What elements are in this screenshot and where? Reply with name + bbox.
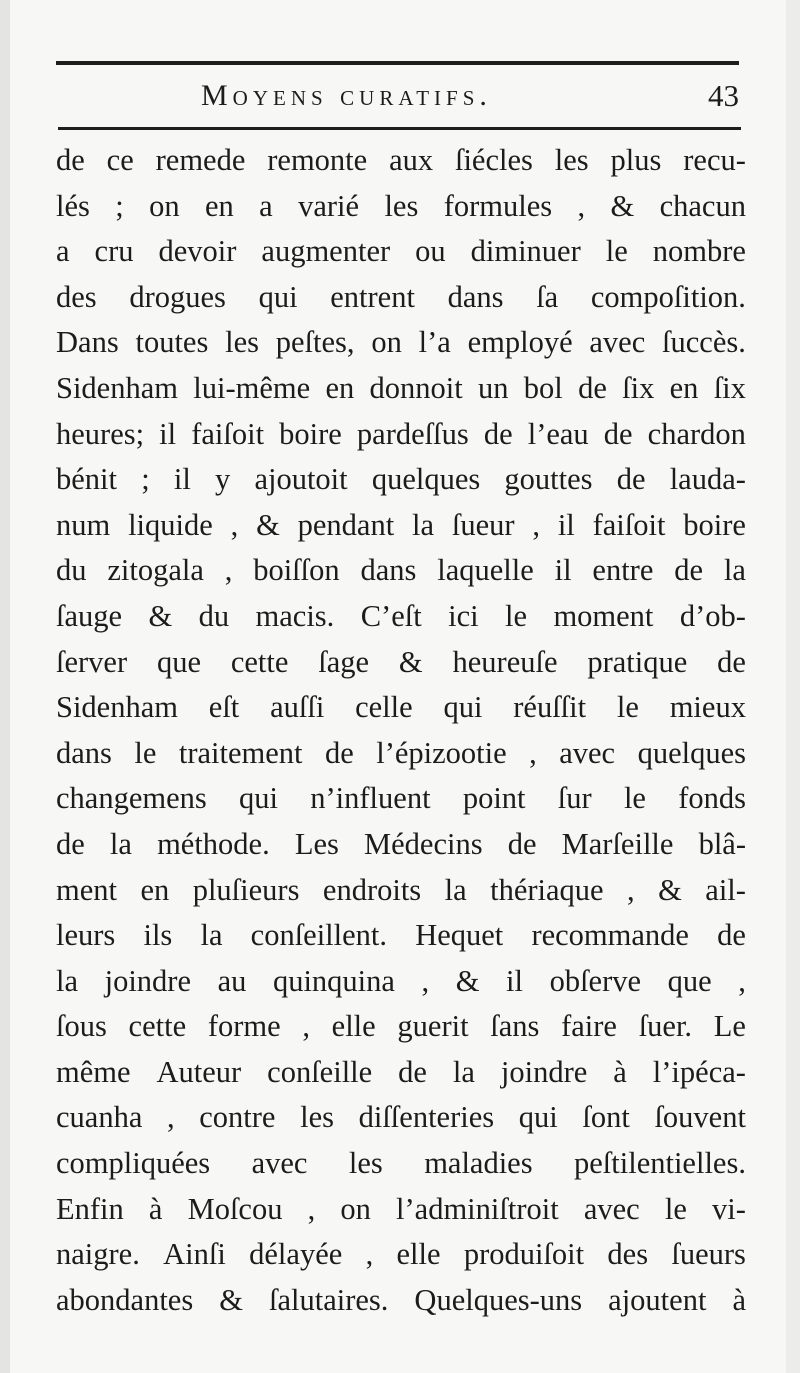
- word: la: [200, 918, 223, 953]
- word: des: [56, 279, 97, 314]
- word: de: [56, 826, 85, 861]
- word: guerit: [397, 1009, 469, 1044]
- word: ,: [627, 872, 635, 907]
- word: avec: [559, 735, 616, 770]
- word: obſerve: [549, 963, 642, 998]
- word: endroits: [322, 872, 422, 907]
- word: ici: [448, 598, 479, 633]
- word: le: [616, 690, 639, 725]
- word: entre: [592, 553, 654, 588]
- word: le: [505, 598, 528, 633]
- text-line: [56, 822, 746, 868]
- word: &: [219, 1282, 243, 1317]
- word: remonte: [267, 143, 368, 177]
- word: on: [340, 1191, 371, 1226]
- word: il: [557, 507, 575, 542]
- word: devoir: [158, 234, 237, 269]
- word: C’eſt: [360, 598, 422, 633]
- word: Les: [294, 826, 339, 861]
- word: point: [462, 781, 526, 816]
- word: de: [507, 826, 537, 861]
- word: faire: [561, 1009, 617, 1044]
- word: dans: [56, 735, 112, 770]
- word: ſix: [713, 370, 746, 405]
- word: Marſeille: [561, 826, 674, 861]
- word: ſueur: [451, 507, 515, 542]
- text-line: [56, 503, 746, 549]
- word: l’a: [418, 325, 451, 360]
- word: la: [452, 1054, 475, 1089]
- word: de: [717, 644, 746, 679]
- word: recommande: [531, 918, 689, 953]
- word: produiſoit: [463, 1237, 585, 1272]
- word: les: [554, 143, 589, 177]
- word: traitement: [178, 735, 303, 770]
- word: gouttes: [504, 462, 593, 497]
- word: &: [398, 644, 423, 679]
- word: avec: [251, 1146, 308, 1181]
- word: vi-: [712, 1191, 746, 1226]
- word: compliquées: [56, 1146, 211, 1181]
- word: pardeſſus: [356, 416, 469, 451]
- word: abondantes: [56, 1282, 194, 1317]
- word: contre: [199, 1100, 276, 1135]
- word: qui: [518, 1100, 558, 1135]
- word: il: [159, 416, 177, 451]
- word: ,: [577, 188, 586, 223]
- word: ,: [167, 1100, 175, 1135]
- word: entrent: [330, 279, 415, 314]
- word: changemens: [56, 781, 207, 816]
- word: de: [56, 143, 85, 177]
- word: à: [732, 1282, 746, 1317]
- word: ment: [56, 872, 117, 907]
- word: ,: [738, 963, 746, 998]
- word: en: [325, 370, 355, 405]
- word: quelques: [637, 735, 746, 770]
- word: remede: [155, 143, 246, 177]
- word: nombre: [652, 234, 746, 269]
- word: a: [56, 234, 70, 269]
- word: employé: [467, 325, 573, 360]
- text-line: [56, 1004, 746, 1050]
- word: l’épizootie: [376, 735, 507, 770]
- word: le: [623, 781, 646, 816]
- word: réuſſit: [513, 690, 587, 725]
- word: de: [483, 416, 513, 451]
- word: naigre.: [56, 1237, 140, 1272]
- word: la: [412, 507, 435, 542]
- word: ils: [143, 918, 173, 953]
- word: ce: [106, 143, 134, 177]
- word: Hequet: [415, 918, 504, 953]
- word: ſont: [582, 1100, 630, 1135]
- word: Quelques-uns: [414, 1282, 583, 1317]
- word: peſtes,: [275, 325, 355, 360]
- text-line: [56, 184, 746, 230]
- word: en: [140, 872, 170, 907]
- word: les: [300, 1100, 334, 1135]
- word: ;: [141, 462, 150, 497]
- word: la: [109, 826, 132, 861]
- word: des: [607, 1237, 649, 1272]
- word: drogues: [129, 279, 226, 314]
- word: d’ob-: [679, 598, 746, 633]
- word: l’ipéca-: [652, 1054, 746, 1089]
- word: de: [717, 918, 746, 953]
- word: toutes: [135, 325, 209, 360]
- word: boire: [279, 416, 342, 451]
- word: leurs: [56, 918, 116, 953]
- word: a: [259, 188, 273, 223]
- text-line: [56, 138, 746, 184]
- text-line: [56, 229, 746, 275]
- word: ſur: [557, 781, 592, 816]
- text-line: [56, 594, 746, 640]
- word: diſſenteries: [358, 1100, 495, 1135]
- word: cette: [230, 644, 289, 679]
- word: l’eau: [527, 416, 589, 451]
- word: &: [455, 963, 480, 998]
- word: de: [616, 462, 646, 497]
- word: faiſoit: [592, 507, 666, 542]
- page-number: 43: [708, 78, 739, 113]
- word: méthode.: [157, 826, 270, 861]
- text-line: [56, 640, 746, 686]
- word: ſiécles: [454, 143, 533, 177]
- word: donnoit: [369, 370, 463, 405]
- text-line: [56, 548, 746, 594]
- word: macis.: [255, 598, 335, 633]
- word: que: [667, 963, 712, 998]
- text-line: [56, 457, 746, 503]
- word: ſage: [318, 644, 370, 679]
- word: &: [148, 598, 173, 633]
- word: ou: [415, 234, 446, 269]
- word: conſeille: [267, 1054, 373, 1089]
- word: la: [56, 963, 79, 998]
- word: boire: [683, 507, 746, 542]
- word: conſeillent.: [250, 918, 388, 953]
- word: pratique: [587, 644, 688, 679]
- word: diminuer: [470, 234, 581, 269]
- word: de: [674, 553, 704, 588]
- word: cette: [128, 1009, 187, 1044]
- word: mieux: [669, 690, 746, 725]
- word: l’adminiſtroit: [396, 1191, 559, 1226]
- text-line: [56, 412, 746, 458]
- word: celle: [355, 690, 413, 725]
- word: forme: [207, 1009, 281, 1044]
- word: joindre: [104, 963, 191, 998]
- text-line: [56, 1050, 746, 1096]
- text-line: [56, 1232, 746, 1278]
- word: cru: [94, 234, 134, 269]
- word: que: [156, 644, 202, 679]
- word: à: [148, 1191, 163, 1226]
- word: ;: [115, 188, 124, 223]
- word: ſouvent: [654, 1100, 746, 1135]
- word: même: [56, 1054, 131, 1089]
- text-line: [56, 1095, 746, 1141]
- word: les: [384, 188, 419, 223]
- word: heures;: [56, 416, 145, 451]
- word: eſt: [208, 690, 240, 725]
- word: de: [324, 735, 354, 770]
- word: ſous: [56, 1009, 107, 1044]
- word: Sidenham: [56, 690, 178, 725]
- word: ,: [230, 507, 239, 542]
- word: bol: [523, 370, 563, 405]
- word: ſauge: [56, 598, 123, 633]
- scan-margin-left: [0, 0, 10, 1373]
- word: lauda-: [669, 462, 746, 497]
- word: blâ-: [698, 826, 746, 861]
- text-line: [56, 868, 746, 914]
- running-head: Moyens curatifs.: [201, 79, 492, 112]
- word: le: [605, 234, 628, 269]
- word: plus: [610, 143, 662, 177]
- text-line: [56, 320, 746, 366]
- body-text: [56, 138, 746, 1323]
- word: num: [56, 507, 111, 542]
- word: en: [669, 370, 699, 405]
- page-header: [56, 74, 739, 118]
- word: heureuſe: [452, 644, 558, 679]
- word: avec: [589, 325, 646, 360]
- word: avec: [583, 1191, 640, 1226]
- text-line: [56, 685, 746, 731]
- scan-margin-right: [786, 0, 800, 1373]
- word: formules: [443, 188, 553, 223]
- word: compoſition.: [590, 279, 746, 314]
- word: Moſcou: [187, 1191, 283, 1226]
- word: ,: [421, 963, 430, 998]
- word: Sidenham: [56, 370, 178, 405]
- word: ſuer.: [638, 1009, 693, 1044]
- word: elle: [396, 1237, 441, 1272]
- word: ſalutaires.: [268, 1282, 389, 1317]
- word: du: [198, 598, 230, 633]
- word: ſans: [490, 1009, 540, 1044]
- word: varié: [298, 188, 360, 223]
- text-line: [56, 366, 746, 412]
- word: zitogala: [107, 553, 204, 588]
- text-line: [56, 959, 746, 1005]
- word: on: [371, 325, 402, 360]
- word: aux: [389, 143, 434, 177]
- word: thériaque: [490, 872, 604, 907]
- word: au: [217, 963, 247, 998]
- word: la: [723, 553, 746, 588]
- word: Enfin: [56, 1191, 124, 1226]
- word: il: [554, 553, 572, 588]
- word: le: [134, 735, 157, 770]
- text-line: [56, 913, 746, 959]
- word: on: [149, 188, 180, 223]
- word: ſix: [622, 370, 655, 405]
- word: maladies: [424, 1146, 533, 1181]
- word: qui: [443, 690, 483, 725]
- text-line: [56, 275, 746, 321]
- text-line: [56, 1278, 746, 1324]
- word: dans: [360, 553, 417, 588]
- header-rule-top: [56, 61, 739, 65]
- word: pendant: [297, 507, 395, 542]
- text-line: [56, 1187, 746, 1233]
- text-line: [56, 776, 746, 822]
- word: ,: [224, 553, 233, 588]
- text-line: [56, 731, 746, 777]
- word: augmenter: [261, 234, 391, 269]
- word: il: [173, 462, 191, 497]
- word: boiſſon: [253, 553, 340, 588]
- word: lés: [56, 188, 90, 223]
- word: Ainſi: [163, 1237, 226, 1272]
- word: faiſoit: [191, 416, 265, 451]
- word: de: [398, 1054, 427, 1089]
- word: auſſi: [270, 690, 325, 725]
- word: ſueurs: [671, 1237, 746, 1272]
- header-rule-bottom: [58, 127, 741, 130]
- word: ,: [302, 1009, 310, 1044]
- word: la: [444, 872, 467, 907]
- word: &: [658, 872, 682, 907]
- word: qui: [239, 781, 278, 816]
- word: pluſieurs: [192, 872, 300, 907]
- word: ,: [307, 1191, 316, 1226]
- word: ajoutoit: [254, 462, 348, 497]
- word: bénit: [56, 462, 117, 497]
- word: un: [478, 370, 509, 405]
- word: de: [578, 370, 607, 405]
- word: chardon: [647, 416, 746, 451]
- word: à: [613, 1054, 627, 1089]
- word: cuanha: [56, 1100, 143, 1135]
- word: dans: [447, 279, 504, 314]
- word: quinquina: [272, 963, 395, 998]
- word: qui: [258, 279, 298, 314]
- word: ſerver: [56, 644, 128, 679]
- word: du: [56, 553, 87, 588]
- word: il: [506, 963, 523, 998]
- word: de: [603, 416, 633, 451]
- word: fonds: [678, 781, 746, 816]
- word: &: [610, 188, 635, 223]
- word: ,: [365, 1237, 374, 1272]
- word: joindre: [500, 1054, 588, 1089]
- word: chacun: [659, 188, 746, 223]
- word: ,: [532, 507, 540, 542]
- word: Médecins: [364, 826, 483, 861]
- word: liquide: [128, 507, 213, 542]
- text-line: [56, 1141, 746, 1187]
- word: elle: [331, 1009, 376, 1044]
- word: laquelle: [437, 553, 534, 588]
- word: peſtilentielles.: [574, 1146, 746, 1181]
- word: y: [215, 462, 231, 497]
- word: Auteur: [156, 1054, 242, 1089]
- word: ail-: [705, 872, 746, 907]
- word: quelques: [371, 462, 481, 497]
- word: en: [205, 188, 234, 223]
- word: ,: [529, 735, 537, 770]
- word: ſa: [536, 279, 559, 314]
- word: le: [664, 1191, 687, 1226]
- word: les: [348, 1146, 383, 1181]
- word: n’influent: [310, 781, 431, 816]
- word: Le: [713, 1009, 746, 1044]
- word: ſuccès.: [662, 325, 746, 360]
- word: &: [256, 507, 280, 542]
- word: moment: [553, 598, 654, 633]
- word: délayée: [249, 1237, 343, 1272]
- word: lui-même: [193, 370, 311, 405]
- word: ajoutent: [608, 1282, 707, 1317]
- word: Dans: [56, 325, 119, 360]
- word: recu-: [683, 143, 746, 177]
- word: les: [225, 325, 259, 360]
